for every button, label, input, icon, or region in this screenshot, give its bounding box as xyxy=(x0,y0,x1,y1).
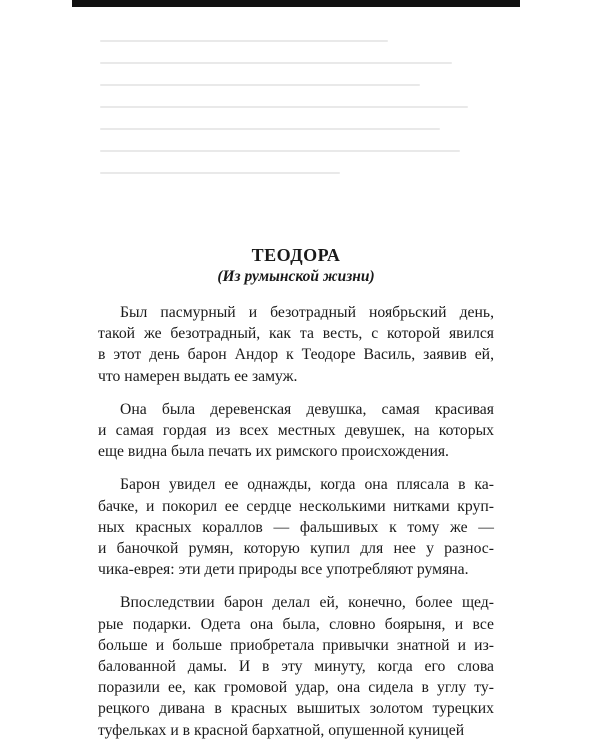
text-line: такой же безотрадный, как та весть, с которой явился xyxy=(98,325,494,343)
bleed-through-text xyxy=(100,40,500,240)
text-line: в этот день барон Андор к Теодоре Василь, заявив ей, xyxy=(98,346,494,364)
text-line: еще видна была печать их римского происхождения. xyxy=(98,443,449,461)
text-line: рецкого дивана в красных вышитых золотом турецких xyxy=(98,700,494,718)
chapter-title: ТЕОДОРА xyxy=(251,245,341,265)
text-line: поразили ее, как громовой удар, она сидела в углу ту- xyxy=(98,679,494,697)
text-line: и баночкой румян, которую купил для нее у разнос- xyxy=(98,540,494,558)
page-content xyxy=(98,244,494,753)
text-line: и самая гордая из всех местных девушек, на которых xyxy=(98,422,494,440)
top-edge-bar xyxy=(72,0,520,7)
text-line: чика-еврея: эти дети природы все употребляют румяна. xyxy=(98,561,469,579)
paragraph xyxy=(98,399,494,463)
text-line: ных красных кораллов — фальшивых к тому же — xyxy=(98,518,494,536)
text-line: больше и больше приобретала привычки знатной и из- xyxy=(98,636,494,654)
bleed-line xyxy=(100,172,340,174)
text-line: Впоследствии барон делал ей, конечно, более щед- xyxy=(120,594,494,612)
bleed-line xyxy=(100,106,468,108)
paragraph xyxy=(98,302,494,387)
bleed-line xyxy=(100,84,420,86)
bleed-line xyxy=(100,40,388,42)
text-line: балованной дамы. И в эту минуту, когда его слова xyxy=(98,658,494,676)
text-line: бачке, и покорил ее сердце несколькими нитками круп- xyxy=(98,497,494,515)
chapter-subtitle: (Из румынской жизни) xyxy=(217,268,375,285)
text-line: что намерен выдать ее замуж. xyxy=(98,367,298,385)
bleed-line xyxy=(100,150,460,152)
text-line: туфельках и в красной бархатной, опушенной куницей xyxy=(98,721,465,739)
text-line: Барон увидел ее однажды, когда она плясала в ка- xyxy=(120,476,494,494)
paragraph xyxy=(98,474,494,580)
bleed-line xyxy=(100,128,440,130)
body-text xyxy=(98,302,494,741)
text-line: рые подарки. Одета она была, словно боярыня, и все xyxy=(98,615,494,633)
bleed-line xyxy=(100,62,452,64)
text-line: Был пасмурный и безотрадный ноябрьский день, xyxy=(120,304,494,321)
text-line: Она была деревенская девушка, самая красивая xyxy=(120,400,494,418)
paragraph xyxy=(98,592,494,740)
